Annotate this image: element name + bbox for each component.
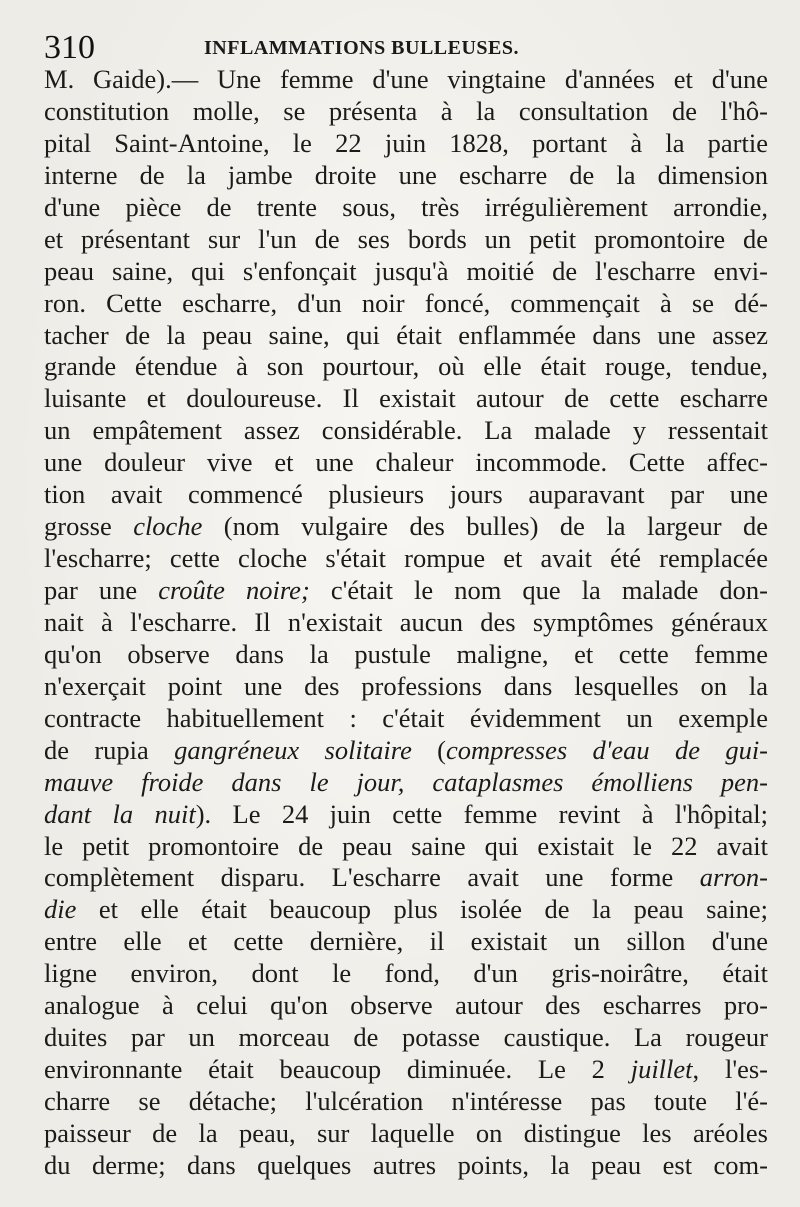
text-segment: et elle était beaucoup plus isolée de la peau saine; (76, 894, 768, 925)
text-line (44, 224, 768, 256)
italic-text: dant la nuit (44, 798, 196, 829)
text-line (44, 415, 768, 447)
text-segment: et présentant sur l'un de ses bords un petit promontoire de (44, 223, 768, 254)
text-segment: analogue à celui qu'on observe autour des escharres pro- (44, 990, 768, 1021)
text-segment: constitution molle, se présenta à la consultation de l'hô- (44, 95, 768, 126)
italic-text: cloche (133, 511, 203, 542)
text-line (44, 735, 768, 767)
italic-text: mauve froide dans le jour, cataplasmes émolliens pen- (44, 766, 768, 797)
text-line (44, 639, 768, 671)
running-head: INFLAMMATIONS BULLEUSES. (204, 37, 520, 59)
italic-text: die (44, 894, 77, 925)
text-line (44, 575, 768, 607)
text-line (44, 64, 768, 96)
text-segment: de rupia (44, 734, 175, 765)
text-line (44, 543, 768, 575)
text-segment: complètement disparu. L'escharre avait une forme (44, 862, 700, 893)
text-segment: pital Saint-Antoine, le 22 juin 1828, portant à la partie (44, 127, 768, 158)
text-segment: environnante était beaucoup diminuée. Le 2 (44, 1054, 631, 1085)
text-segment: ron. Cette escharre, d'un noir foncé, commençait à se dé- (44, 287, 768, 318)
text-segment: tacher de la peau saine, qui était enflammée dans une assez (44, 319, 768, 350)
text-line (44, 1118, 768, 1150)
text-line (44, 799, 768, 831)
text-line (44, 926, 768, 958)
italic-text: gangréneux solitaire (174, 734, 412, 765)
text-segment: grosse (44, 511, 134, 542)
text-line (44, 1086, 768, 1118)
text-line (44, 1022, 768, 1054)
italic-text: arron- (699, 862, 768, 893)
text-line (44, 1150, 768, 1182)
text-segment: l'escharre; cette cloche s'était rompue et avait été remplacée (44, 543, 768, 574)
text-segment: paisseur de la peau, sur laquelle on distingue les aréoles (44, 1117, 768, 1148)
text-line (44, 607, 768, 639)
text-line (44, 160, 768, 192)
text-line (44, 96, 768, 128)
text-segment: le petit promontoire de peau saine qui existait le 22 avait (44, 830, 768, 861)
text-segment: d'une pièce de trente sous, très irrégulièrement arrondie, (44, 191, 768, 222)
text-line (44, 990, 768, 1022)
body-text (44, 64, 768, 1182)
text-segment: ( (411, 734, 446, 765)
text-segment: M. Gaide).— Une femme d'une vingtaine d'années et d'une (44, 64, 768, 94)
text-segment: charre se détache; l'ulcération n'intéresse pas toute l'é- (44, 1086, 768, 1116)
text-segment: luisante et douloureuse. Il existait autour de cette escharre (44, 383, 768, 414)
page-header (44, 28, 764, 68)
text-line (44, 351, 768, 383)
text-segment: tion avait commencé plusieurs jours auparavant par une (44, 479, 768, 510)
text-segment: ). Le 24 juin cette femme revint à l'hôpital; (195, 798, 768, 829)
text-line (44, 192, 768, 224)
text-line (44, 767, 768, 799)
text-line (44, 831, 768, 863)
text-line (44, 511, 768, 543)
text-line (44, 958, 768, 990)
text-segment: par une (44, 575, 159, 605)
text-line (44, 1054, 768, 1086)
text-segment: n'exerçait point une des professions dans lesquelles on la (44, 670, 768, 701)
text-segment: c'était le nom que la malade don- (309, 575, 769, 605)
text-line (44, 128, 768, 160)
text-segment: ligne environ, dont le fond, d'un gris-noirâtre, était (44, 958, 768, 989)
text-segment: , l'es- (692, 1054, 768, 1085)
italic-text: juillet (630, 1054, 693, 1085)
text-segment: entre elle et cette dernière, il existait un sillon d'une (44, 926, 768, 957)
text-segment: (nom vulgaire des bulles) de la largeur de (202, 511, 768, 542)
text-line (44, 383, 768, 415)
text-segment: grande étendue à son pourtour, où elle était rouge, tendue, (44, 351, 768, 382)
text-segment: nait à l'escharre. Il n'existait aucun des symptômes généraux (44, 606, 768, 637)
text-line (44, 479, 768, 511)
text-line (44, 862, 768, 894)
text-segment: qu'on observe dans la pustule maligne, et cette femme (44, 638, 768, 669)
text-line (44, 447, 768, 479)
text-segment: duites par un morceau de potasse caustique. La rougeur (44, 1022, 768, 1053)
text-segment: un empâtement assez considérable. La malade y ressentait (44, 415, 768, 446)
text-segment: interne de la jambe droite une escharre de la dimension (44, 159, 768, 190)
text-segment: peau saine, qui s'enfonçait jusqu'à moitié de l'escharre envi- (44, 255, 768, 286)
text-line (44, 256, 768, 288)
text-line (44, 288, 768, 320)
text-line (44, 671, 768, 703)
italic-text: compresses d'eau de gui- (446, 734, 769, 765)
italic-text: croûte noire; (158, 575, 310, 605)
text-segment: du derme; dans quelques autres points, la peau est com- (44, 1149, 768, 1180)
text-line (44, 894, 768, 926)
text-segment: une douleur vive et une chaleur incommode. Cette affec- (44, 447, 768, 478)
text-line (44, 703, 768, 735)
text-segment: contracte habituellement : c'était évidemment un exemple (44, 702, 768, 733)
page-number: 310 (44, 29, 95, 66)
text-line (44, 320, 768, 352)
